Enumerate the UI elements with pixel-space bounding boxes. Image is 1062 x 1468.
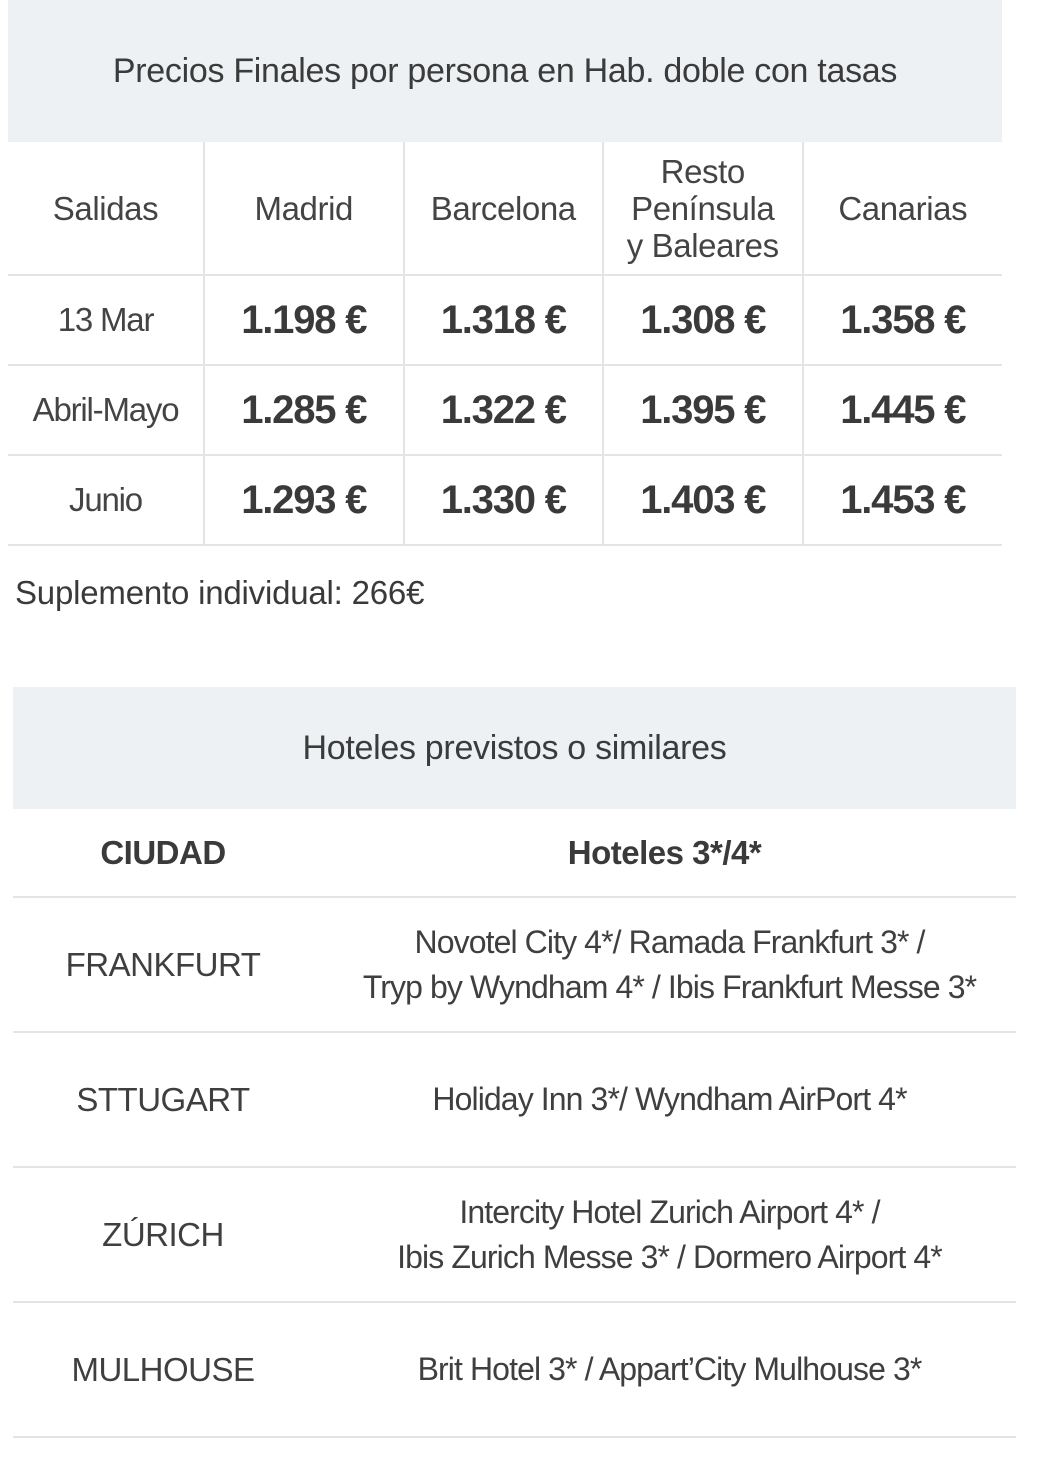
price-cell: 1.358 € (803, 275, 1003, 365)
price-cell: 1.308 € (603, 275, 803, 365)
price-section (8, 0, 1002, 546)
table-row (13, 897, 1016, 1032)
hotel-line: Novotel City 4*/ Ramada Frankfurt 3* / (414, 923, 925, 960)
hotel-line: Tryp by Wyndham 4* / Ibis Frankfurt Messe 3* (362, 968, 977, 1005)
departure-cell: 13 Mar (8, 275, 204, 365)
hotel-line: Ibis Zurich Messe 3* / Dormero Airport 4* (397, 1238, 942, 1275)
price-cell: 1.330 € (404, 455, 604, 545)
price-cell: 1.403 € (603, 455, 803, 545)
table-row (13, 1167, 1016, 1302)
hotel-line: Holiday Inn 3*/ Wyndham AirPort 4* (432, 1081, 907, 1117)
price-cell: 1.318 € (404, 275, 604, 365)
column-header-resto-peninsula: Resto Península y Baleares (603, 142, 803, 275)
table-row (13, 1032, 1016, 1167)
column-header-ciudad: CIUDAD (13, 809, 313, 897)
departure-cell: Junio (8, 455, 204, 545)
price-cell: 1.445 € (803, 365, 1003, 455)
table-row (8, 275, 1002, 365)
city-cell: MULHOUSE (13, 1302, 313, 1437)
price-table-title: Precios Finales por persona en Hab. doble con tasas (8, 0, 1002, 142)
column-header-barcelona: Barcelona (404, 142, 604, 275)
hotels-section (13, 687, 1016, 1438)
city-cell: ZÚRICH (13, 1167, 313, 1302)
table-row (8, 455, 1002, 545)
city-cell: FRANKFURT (13, 897, 313, 1032)
price-table (8, 142, 1002, 546)
hotels-table (13, 809, 1016, 1438)
price-cell: 1.322 € (404, 365, 604, 455)
hotels-table-header-row (13, 809, 1016, 897)
column-header-madrid: Madrid (204, 142, 404, 275)
price-cell: 1.198 € (204, 275, 404, 365)
city-cell: STTUGART (13, 1032, 313, 1167)
single-supplement-note: Suplemento individual: 266€ (15, 574, 425, 611)
column-header-salidas: Salidas (8, 142, 204, 275)
price-cell: 1.285 € (204, 365, 404, 455)
column-header-canarias: Canarias (803, 142, 1003, 275)
hotel-line: Intercity Hotel Zurich Airport 4* / (459, 1193, 880, 1230)
hotels-cell (313, 1302, 1016, 1437)
price-cell: 1.293 € (204, 455, 404, 545)
table-row (13, 1302, 1016, 1437)
hotels-table-title: Hoteles previstos o similares (13, 687, 1016, 809)
table-row (8, 365, 1002, 455)
hotels-cell (313, 897, 1016, 1032)
price-table-header-row (8, 142, 1002, 275)
hotels-cell (313, 1032, 1016, 1167)
departure-cell: Abril-Mayo (8, 365, 204, 455)
price-cell: 1.395 € (603, 365, 803, 455)
hotel-line: Brit Hotel 3* / Appart’City Mulhouse 3* (417, 1351, 922, 1387)
column-header-hoteles: Hoteles 3*/4* (313, 809, 1016, 897)
price-cell: 1.453 € (803, 455, 1003, 545)
hotels-cell (313, 1167, 1016, 1302)
